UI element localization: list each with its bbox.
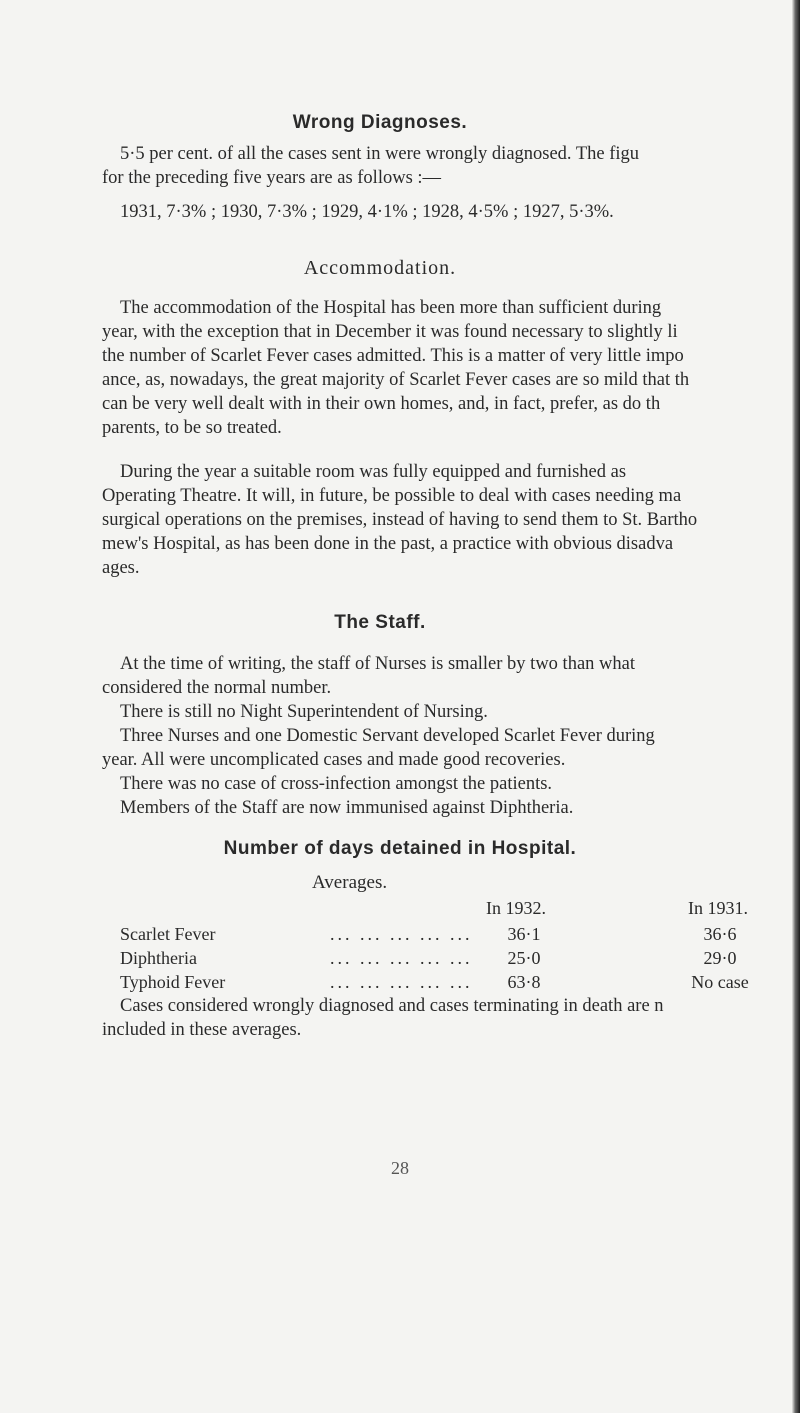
text-line: 5·5 per cent. of all the cases sent in were wrongly diagnosed. The figu [120,144,640,164]
text-line: mew's Hospital, as has been done in the past, a practice with obvious disadva [102,534,674,554]
value-diphtheria-1931: 29·0 [703,948,737,968]
text-line: parents, to be so treated. [102,418,282,438]
text-line: ance, as, nowadays, the great majority of Scarlet Fever cases are so mild that th [102,370,690,390]
text-line: the number of Scarlet Fever cases admitted. This is a matter of very little impo [102,346,684,366]
scan-edge-shadow [792,0,800,1413]
leader-dots: ... ... ... ... ... [330,972,473,992]
text-line: considered the normal number. [102,678,332,698]
row-label-typhoid-fever: Typhoid Fever [120,972,226,992]
text-line: Operating Theatre. It will, in future, be possible to deal with cases needing ma [102,486,682,506]
heading-accommodation: Accommodation. [303,257,457,279]
text-line: Three Nurses and one Domestic Servant developed Scarlet Fever during [120,726,655,746]
value-typhoid-1931: No case [691,972,749,992]
text-line: surgical operations on the premises, instead of having to send them to St. Bartho [102,510,698,530]
text-line: included in these averages. [102,1020,302,1040]
text-line: 1931, 7·3% ; 1930, 7·3% ; 1929, 4·1% ; 1928, 4·5% ; 1927, 5·3%. [120,202,614,222]
row-label-diphtheria: Diphtheria [120,948,197,968]
text-line: There is still no Night Superintendent of Nursing. [120,702,488,722]
averages-subtitle: Averages. [312,872,388,893]
text-line: Members of the Staff are now immunised against Diphtheria. [120,798,574,818]
value-scarlet-1932: 36·1 [507,924,541,944]
text-line: At the time of writing, the staff of Nurses is smaller by two than what [120,654,635,674]
text-line: During the year a suitable room was fully equipped and furnished as [120,462,627,482]
text-line: There was no case of cross-infection amongst the patients. [120,774,553,794]
text-line: ages. [102,558,140,578]
value-typhoid-1932: 63·8 [507,972,541,992]
leader-dots: ... ... ... ... ... [330,948,473,968]
text-line: can be very well dealt with in their own homes, and, in fact, prefer, as do th [102,394,661,414]
value-diphtheria-1932: 25·0 [507,948,541,968]
text-line: Cases considered wrongly diagnosed and cases terminating in death are n [120,996,664,1016]
heading-the-staff: The Staff. [334,612,426,633]
text-line: The accommodation of the Hospital has been more than sufficient during [120,298,662,318]
value-scarlet-1931: 36·6 [703,924,737,944]
page-number: 28 [391,1158,409,1178]
text-line: year, with the exception that in December it was found necessary to slightly li [102,322,678,342]
column-header-1932: In 1932. [486,898,546,918]
column-header-1931: In 1931. [688,898,748,918]
text-line: year. All were uncomplicated cases and made good recoveries. [102,750,566,770]
text-line: for the preceding five years are as follows :— [102,168,442,188]
heading-days-detained: Number of days detained in Hospital. [223,838,577,859]
row-label-scarlet-fever: Scarlet Fever [120,924,216,944]
heading-wrong-diagnoses: Wrong Diagnoses. [292,112,468,133]
leader-dots: ... ... ... ... ... [330,924,473,944]
